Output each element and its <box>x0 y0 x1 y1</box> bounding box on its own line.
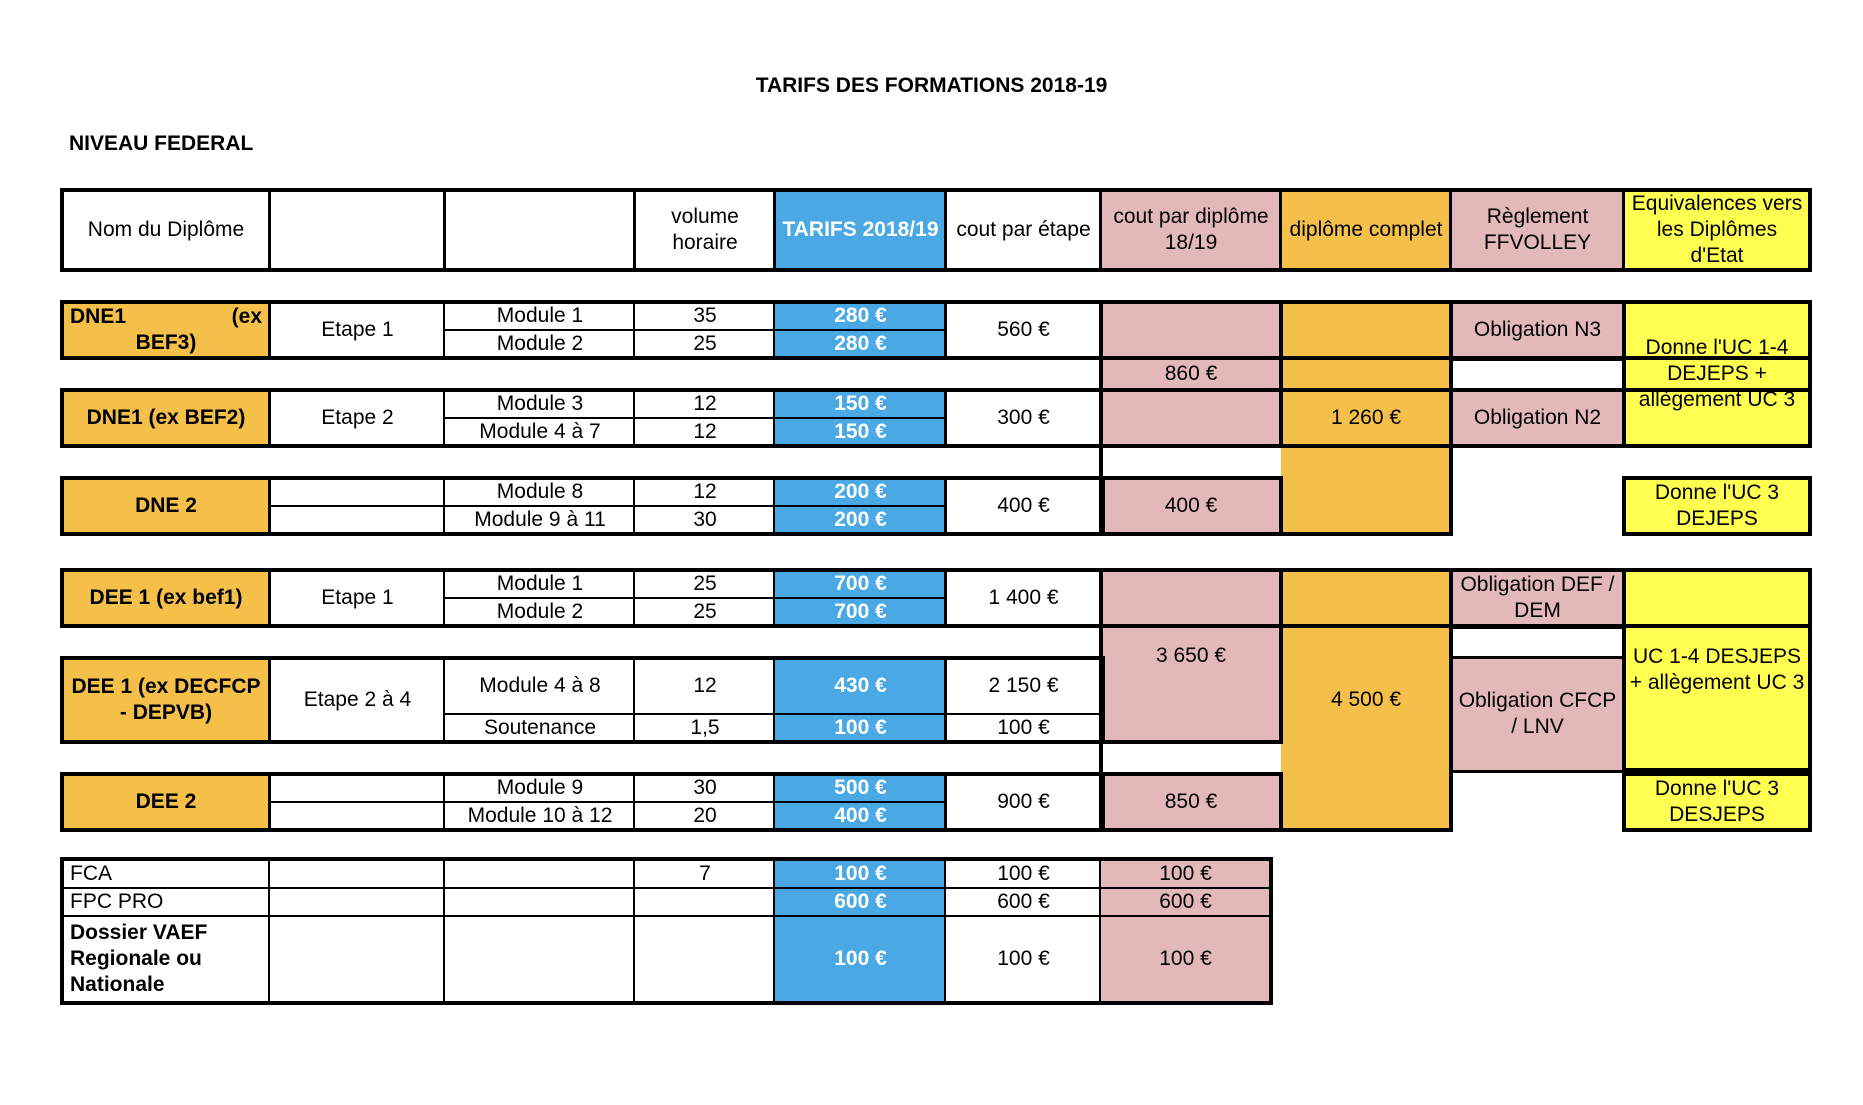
dee1-decfcp-volume-1: 12 <box>693 674 717 697</box>
dee1-decfcp-name: DEE 1 (ex DECFCP - DEPVB) <box>62 658 270 742</box>
autres-fpc-name: FPC PRO <box>70 890 164 913</box>
dee1-decfcp-volume-2: 1,5 <box>690 716 720 739</box>
section-title: NIVEAU FEDERAL <box>69 132 254 155</box>
dne1-bef3-tarif-1: 280 € <box>775 302 946 330</box>
dne1-bef2-name: DNE1 (ex BEF2) <box>62 390 270 446</box>
dee2-name: DEE 2 <box>62 774 270 830</box>
dee1-decfcp-cout-etape-1: 2 150 € <box>988 674 1059 697</box>
dee-diplome-complet: 4 500 € <box>1281 570 1451 830</box>
autres-fca-cout-diplome: 100 € <box>1101 860 1270 888</box>
autres-fpc-cout-etape: 600 € <box>997 890 1050 913</box>
dne1-equivalence: Donne l'UC 1-4 DEJEPS + allègement UC 3 <box>1624 302 1810 446</box>
dne1-bef3-name-a: DNE1 <box>70 305 127 328</box>
dee2-cout-etape: 900 € <box>997 790 1050 813</box>
dne1-bef2-tarif-2: 150 € <box>775 418 946 446</box>
dee2-volume-1: 30 <box>693 776 717 799</box>
dne1-bef2-cout-etape: 300 € <box>997 406 1050 429</box>
dne1-bef3-module-2: Module 2 <box>496 332 584 355</box>
dee1-decfcp-tarif-1: 430 € <box>775 658 946 714</box>
dne1-bef2-tarif-1: 150 € <box>775 390 946 418</box>
header-tarifs: TARIFS 2018/19 <box>775 190 946 270</box>
autres-vaef-tarif: 100 € <box>775 916 946 1002</box>
dee2-etape-empty-1 <box>270 774 445 802</box>
autres-fpc-tarif: 600 € <box>775 888 946 916</box>
header-empty-1 <box>270 190 445 270</box>
dne1-bef3-etape: Etape 1 <box>321 318 394 341</box>
dne1-bef3-tarif-2: 280 € <box>775 330 946 358</box>
dne2-volume-2: 30 <box>693 508 717 531</box>
dee1-cout-diplome: 3 650 € <box>1101 570 1281 742</box>
dee1-bef1-module-1: Module 1 <box>496 572 584 595</box>
autres-fca-tarif: 100 € <box>775 860 946 888</box>
header-reglement: Règlement FFVOLLEY <box>1451 190 1624 270</box>
dee1-decfcp-module-2: Soutenance <box>483 716 597 739</box>
dee1-decfcp-cout-etape-2: 100 € <box>997 716 1050 739</box>
dne1-bef3-cout-etape: 560 € <box>997 318 1050 341</box>
dee1-bef1-volume-1: 25 <box>693 572 717 595</box>
autres-fca-name: FCA <box>70 862 112 885</box>
dne2-cout-diplome: 400 € <box>1101 478 1281 534</box>
dne-diplome-complet: 1 260 € <box>1281 302 1451 534</box>
dee2-tarif-1: 500 € <box>775 774 946 802</box>
dee2-module-2: Module 10 à 12 <box>467 804 613 827</box>
dne1-bef3-name-b: (ex <box>231 305 262 328</box>
dee1-bef1-tarif-2: 700 € <box>775 598 946 626</box>
dee1-equivalence: UC 1-4 DESJEPS + allègement UC 3 <box>1624 570 1810 770</box>
dne2-volume-1: 12 <box>693 480 717 503</box>
dne1-bef2-etape: Etape 2 <box>321 406 394 429</box>
dee2-tarif-2: 400 € <box>775 802 946 830</box>
dne2-tarif-2: 200 € <box>775 506 946 534</box>
header-equivalences: Equivalences vers les Diplômes d'Etat <box>1624 190 1810 270</box>
dne1-obligation-1: Obligation N3 <box>1451 302 1624 358</box>
autres-vaef-name: Dossier VAEF Regionale ou Nationale <box>70 921 208 996</box>
dee1-bef1-name: DEE 1 (ex bef1) <box>62 570 270 626</box>
dne2-tarif-1: 200 € <box>775 478 946 506</box>
dne2-cout-etape: 400 € <box>997 494 1050 517</box>
dee1-bef1-cout-etape: 1 400 € <box>988 586 1059 609</box>
dne1-bef3-name <box>62 302 270 358</box>
autres-fca-volume: 7 <box>699 862 711 885</box>
dne2-equivalence: Donne l'UC 3 DEJEPS <box>1624 478 1810 534</box>
dne1-cout-diplome: 860 € <box>1101 302 1281 446</box>
dne1-bef3-name-c: BEF3) <box>135 331 197 354</box>
dne2-module-1: Module 8 <box>496 480 584 503</box>
dee2-equivalence: Donne l'UC 3 DESJEPS <box>1624 774 1810 830</box>
autres-vaef-cout-diplome: 100 € <box>1101 916 1270 1002</box>
dne1-obligation-2: Obligation N2 <box>1451 390 1624 446</box>
dne1-bef2-volume-2: 12 <box>693 420 717 443</box>
dee1-bef1-module-2: Module 2 <box>496 600 584 623</box>
dee1-bef1-volume-2: 25 <box>693 600 717 623</box>
dne1-bef3-module-1: Module 1 <box>496 304 584 327</box>
dee2-volume-2: 20 <box>693 804 717 827</box>
header-diplome-complet: diplôme complet <box>1281 190 1451 270</box>
dne1-bef2-volume-1: 12 <box>693 392 717 415</box>
dne1-bef2-module-1: Module 3 <box>496 392 584 415</box>
header-volume: volume horaire <box>671 205 739 254</box>
dne1-bef2-module-2: Module 4 à 7 <box>479 420 601 443</box>
dee1-decfcp-tarif-2: 100 € <box>775 714 946 742</box>
page-title: TARIFS DES FORMATIONS 2018-19 <box>755 74 1108 97</box>
dee2-cout-diplome: 850 € <box>1101 774 1281 830</box>
dee1-decfcp-module-1: Module 4 à 8 <box>479 674 601 697</box>
autres-fca-cout-etape: 100 € <box>997 862 1050 885</box>
dne2-etape-empty-2 <box>270 506 445 534</box>
header-cout-diplome: cout par diplôme 18/19 <box>1101 190 1281 270</box>
dne1-bef3-volume-1: 35 <box>693 304 717 327</box>
autres-vaef-cout-etape: 100 € <box>997 947 1050 970</box>
dne1-bef3-volume-2: 25 <box>693 332 717 355</box>
header-nom: Nom du Diplôme <box>87 218 245 241</box>
dee1-obligation-1: Obligation DEF / DEM <box>1451 570 1624 626</box>
header-empty-2 <box>445 190 635 270</box>
autres-fpc-cout-diplome: 600 € <box>1101 888 1270 916</box>
dne2-name: DNE 2 <box>62 478 270 534</box>
dee1-decfcp-etape: Etape 2 à 4 <box>303 688 412 711</box>
dee1-obligation-2: Obligation CFCP / LNV <box>1451 658 1624 770</box>
dee1-bef1-etape: Etape 1 <box>321 586 394 609</box>
dee1-bef1-tarif-1: 700 € <box>775 570 946 598</box>
dee2-etape-empty-2 <box>270 802 445 830</box>
dne2-module-2: Module 9 à 11 <box>474 508 606 531</box>
dee2-module-1: Module 9 <box>496 776 584 799</box>
header-cout-etape: cout par étape <box>956 218 1091 241</box>
dne2-etape-empty-1 <box>270 478 445 506</box>
